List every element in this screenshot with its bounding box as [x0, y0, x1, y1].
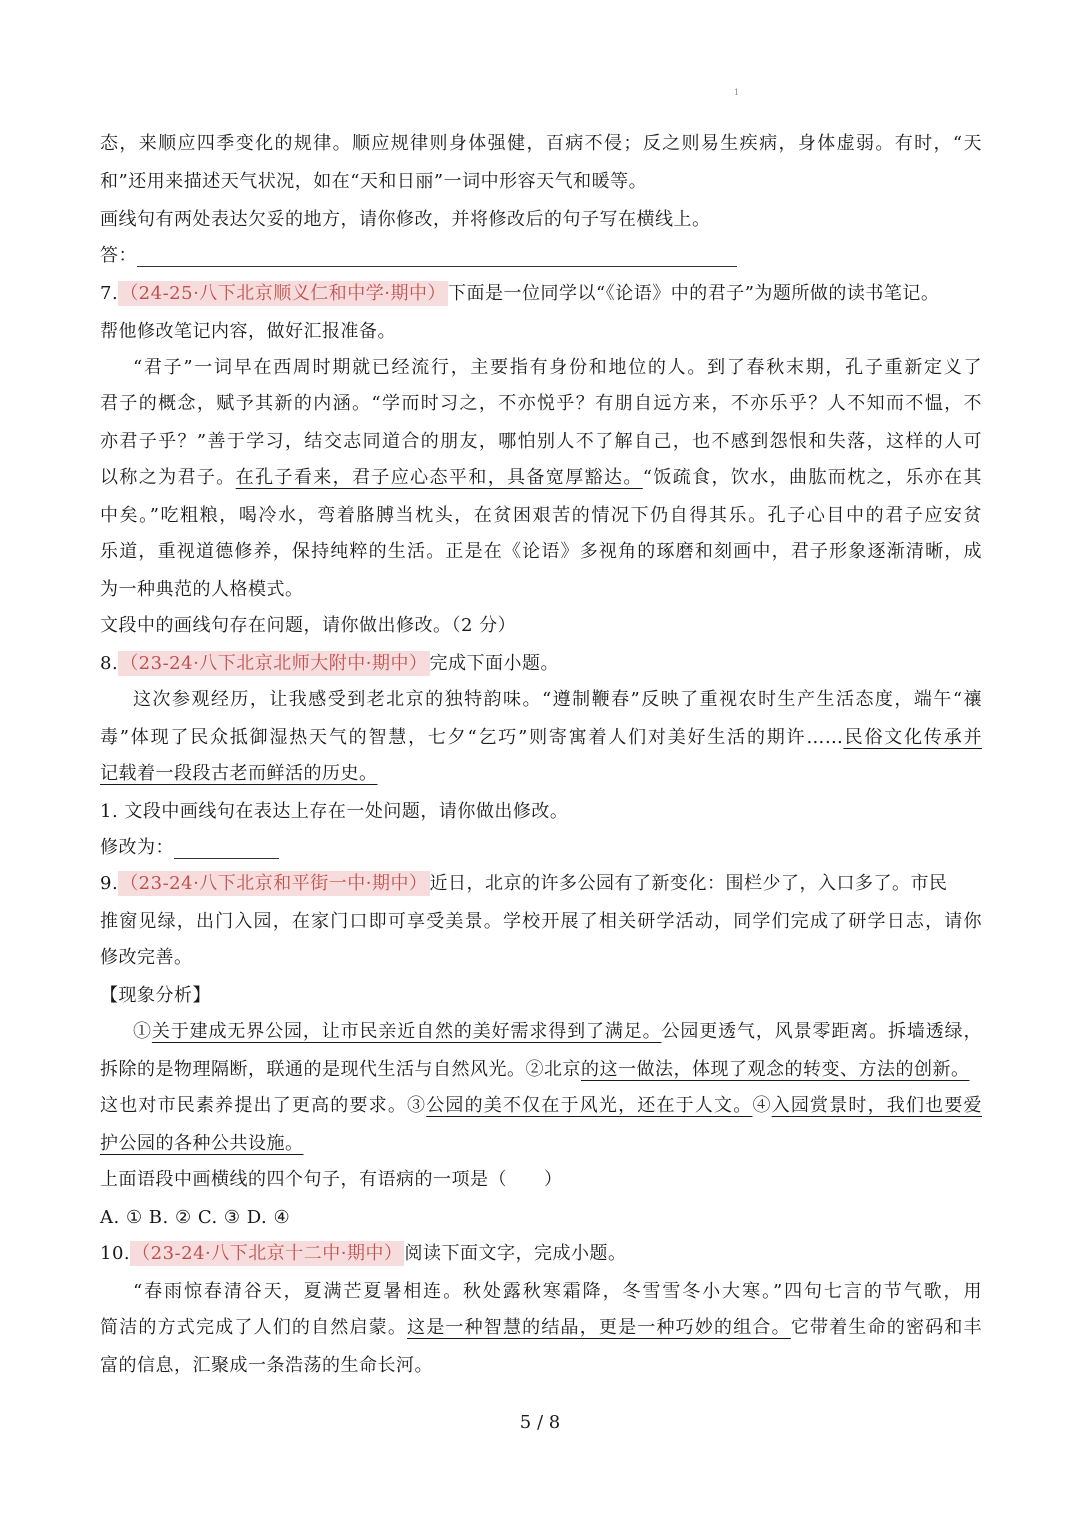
question-9-header: [100, 873, 982, 895]
text-line: [100, 1133, 982, 1155]
question-text: 阅读下面文字，完成小题。: [404, 1243, 627, 1264]
text-line: 亦君子乎？”善于学习，结交志同道合的朋友，哪怕别人不了解自己，也不感到怨恨和失落，这样的人可: [100, 431, 982, 452]
answer-blank[interactable]: [174, 840, 279, 859]
answer-options[interactable]: A. ① B. ② C. ③ D. ④: [100, 1207, 291, 1228]
text-line: [100, 763, 982, 785]
underlined-sentence: 护公园的各种公共设施。: [100, 1133, 304, 1154]
underlined-sentence: 的这一做法，体现了观念的转变、方法的创新。: [581, 1059, 970, 1080]
text-span: 毒”体现了民众抵御湿热天气的智慧，七夕“乞巧”则寄寓着人们对美好生活的期许……: [100, 727, 844, 748]
text-span: ④: [752, 1095, 772, 1116]
source-tag: （23-24·八下北京北师大附中·期中）: [120, 653, 428, 674]
underlined-sentence: 这是一种智慧的结晶，更是一种巧妙的组合。: [407, 1317, 791, 1338]
answer-label: 答：: [100, 245, 137, 266]
underlined-sentence: 公园的美不仅在于风光，还在于人文。: [426, 1095, 753, 1116]
page-number: 5 / 8: [519, 1412, 561, 1433]
text-line: 中矣。”吃粗粮，喝冷水，弯着胳膊当枕头，在贫困艰苦的情况下仍自得其乐。孔子心目中的君子应安贫: [100, 505, 982, 526]
text-line: 富的信息，汇聚成一条浩荡的生命长河。: [100, 1355, 433, 1376]
underlined-sentence: 民俗文化传承并: [843, 727, 983, 748]
question-8-header: [100, 653, 982, 675]
text-line: [100, 467, 982, 489]
text-line: “春雨惊春清谷天，夏满芒夏暑相连。秋处露秋寒霜降，冬雪雪冬小大寒。”四句七言的节气歌，用: [133, 1281, 982, 1302]
underlined-sentence: 在孔子看来，君子应心态平和，具备宽厚豁达。: [235, 467, 643, 488]
text-span: 以称之为君子。: [100, 467, 236, 488]
answer-line: [100, 245, 982, 267]
text-line: 推窗见绿，出门入园，在家门口即可享受美景。学校开展了相关研学活动，同学们完成了研学日志，请你: [100, 911, 982, 932]
question-7-header: [100, 283, 982, 305]
text-line: 乐道，重视道德修养，保持纯粹的生活。正是在《论语》多视角的琢磨和刻画中，君子形象逐渐清晰，成: [100, 541, 982, 562]
underlined-sentence: 入园赏景时，我们也要爱: [771, 1095, 983, 1116]
text-line: 画线句有两处表达欠妥的地方，请你修改，并将修改后的句子写在横线上。: [100, 209, 711, 230]
text-line: 1. 文段中画线句在表达上存在一处问题，请你做出修改。: [100, 801, 569, 822]
source-tag: （23-24·八下北京十二中·期中）: [132, 1243, 403, 1264]
underlined-sentence: 记载着一段段古老而鲜活的历史。: [100, 763, 378, 784]
text-line: [100, 1317, 982, 1339]
text-span: 这也对市民素养提出了更高的要求。③: [100, 1095, 427, 1116]
question-number: 10.: [100, 1243, 131, 1264]
text-span: ①: [133, 1021, 152, 1042]
text-line: 文段中的画线句存在问题，请你做出修改。（2 分）: [100, 615, 517, 636]
question-text: 下面是一位同学以“《论语》中的君子”为题所做的读书笔记。: [448, 283, 940, 304]
text-span: “饭疏食，饮水，曲肱而枕之，乐亦在其: [642, 467, 983, 488]
text-line: [133, 1021, 982, 1043]
underlined-sentence: 关于建成无界公园，让市民亲近自然的美好需求得到了满足。: [151, 1021, 662, 1042]
text-line: [100, 727, 982, 749]
text-span: 拆除的是物理隔断，联通的是现代生活与自然风光。②北京: [100, 1059, 581, 1080]
answer-line: [100, 837, 982, 859]
text-line: 和”还用来描述天气状况，如在“天和日丽”一词中形容天气和暖等。: [100, 171, 648, 192]
text-span: 公园更透气，风景零距离。拆墙透绿，: [661, 1021, 982, 1042]
text-line: [100, 1059, 982, 1081]
question-10-header: [100, 1243, 982, 1265]
text-line: 这次参观经历，让我感受到老北京的独特韵味。“遵制鞭春”反映了重视农时生产生活态度，端午“禳: [133, 689, 982, 710]
text-line: 态，来顺应四季变化的规律。顺应规律则身体强健，百病不侵；反之则易生疾病，身体虚弱。有时，“天: [100, 133, 982, 154]
answer-label: 修改为：: [100, 837, 174, 858]
text-line: [100, 1095, 982, 1117]
source-tag: （24-25·八下北京顺义仁和中学·期中）: [120, 283, 447, 304]
question-text: 完成下面小题。: [429, 653, 560, 674]
question-number: 8.: [100, 653, 119, 674]
text-line: 为一种典范的人格模式。: [100, 579, 304, 600]
question-text: 近日，北京的许多公园有了新变化：围栏少了，入口多了。市民: [429, 873, 948, 894]
source-tag: （23-24·八下北京和平街一中·期中）: [120, 873, 428, 894]
question-number: 7.: [100, 283, 119, 304]
text-line: 君子的概念，赋予其新的内涵。“学而时习之，不亦悦乎？有朋自远方来，不亦乐乎？人不知而不愠，不: [100, 393, 982, 414]
page-mark: 1: [734, 88, 740, 97]
text-span: 简洁的方式完成了人们的自然启蒙。: [100, 1317, 408, 1338]
text-line: “君子”一词早在西周时期就已经流行，主要指有身份和地位的人。到了春秋末期，孔子重新定义了: [133, 357, 982, 378]
text-line: 帮他修改笔记内容，做好汇报准备。: [100, 321, 396, 342]
text-span: 它带着生命的密码和丰: [790, 1317, 983, 1338]
question-number: 9.: [100, 873, 119, 894]
text-line: 修改完善。: [100, 947, 193, 968]
section-heading: 【现象分析】: [100, 985, 211, 1006]
text-line: 上面语段中画横线的四个句子，有语病的一项是（ ）: [100, 1169, 563, 1190]
answer-blank[interactable]: [137, 248, 737, 267]
